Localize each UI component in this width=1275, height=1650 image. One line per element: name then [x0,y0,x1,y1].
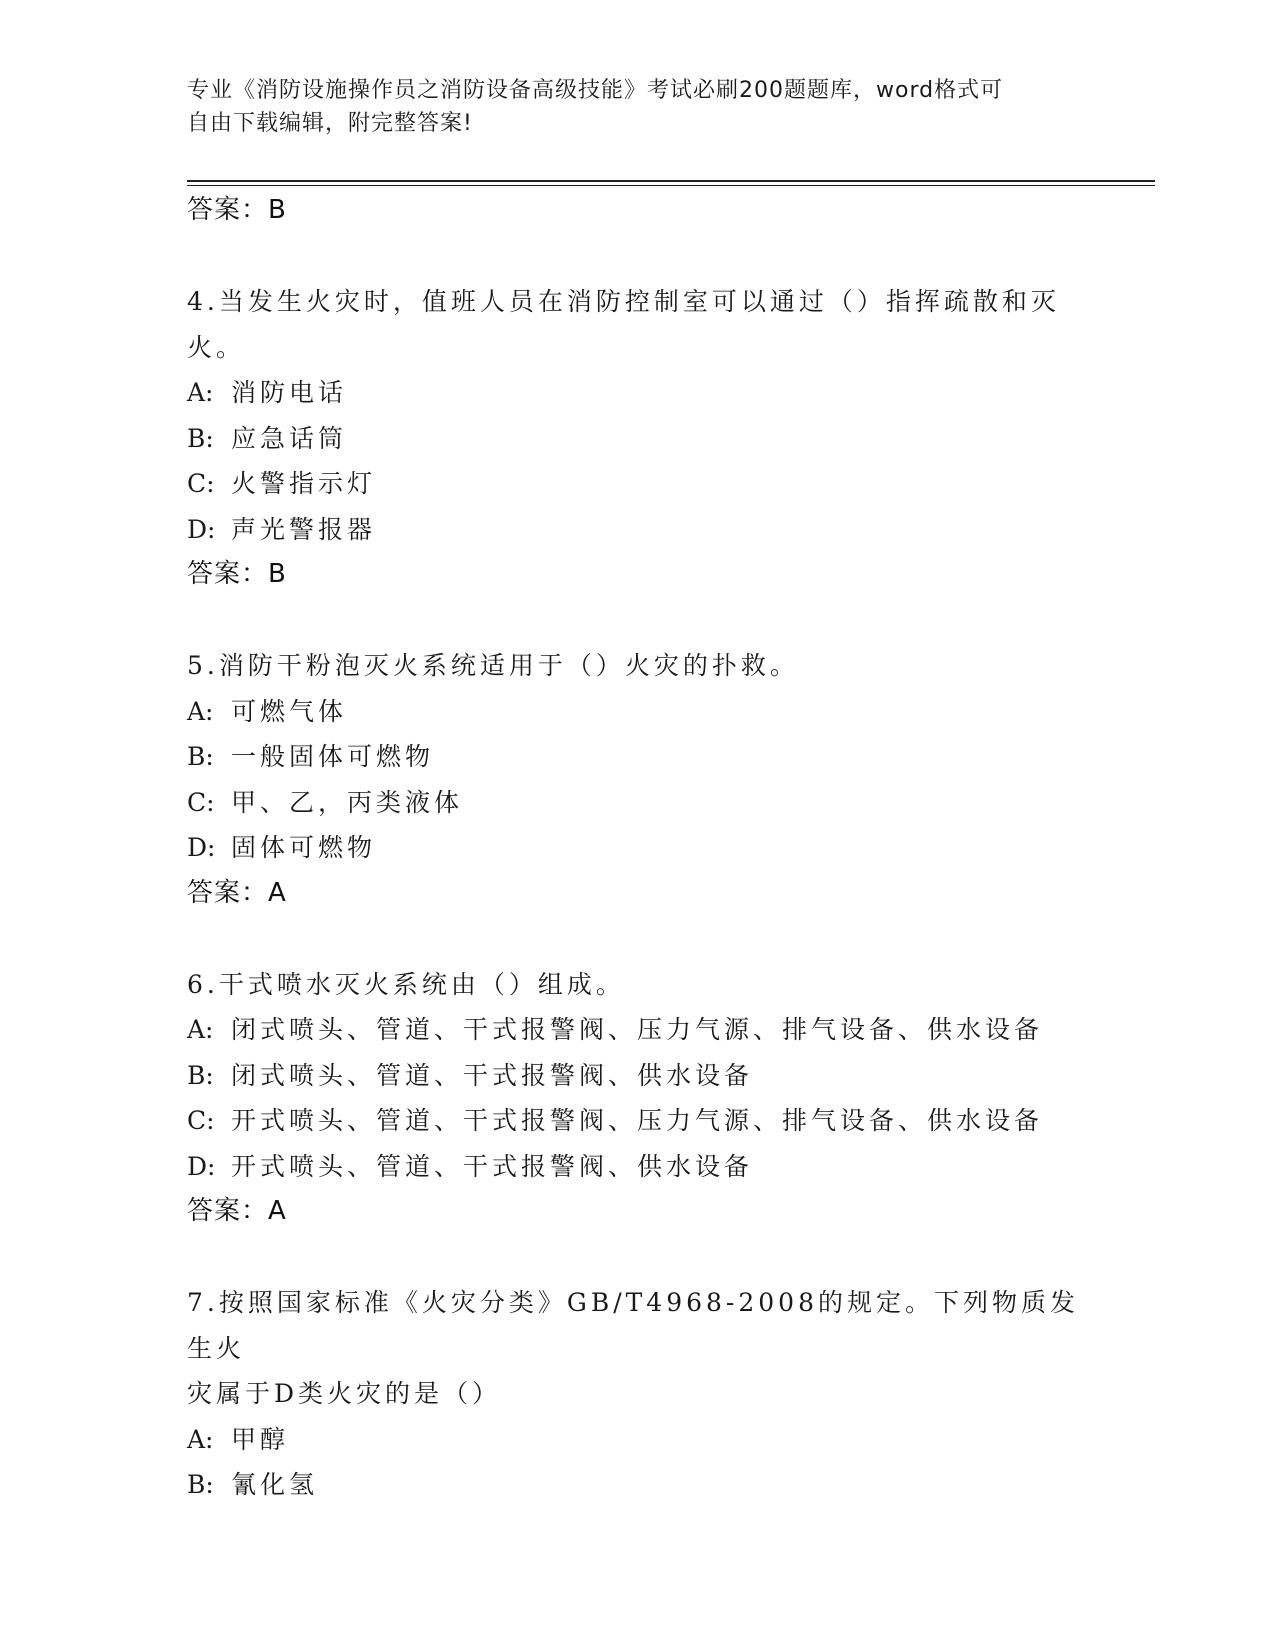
option-key: D: [187,1151,216,1181]
header-line-1: 专业《消防设施操作员之消防设备高级技能》考试必刷200题题库，word格式可 [187,78,1004,103]
question-stem: 6.干式喷水灭火系统由（）组成。 [187,969,625,999]
option-text: 固体可燃物 [231,833,377,862]
spacer [187,916,1087,962]
option-text: 闭式喷头、管道、干式报警阀、供水设备 [231,1060,754,1090]
question-block [187,1280,1087,1508]
answer-line: 答案：B [187,195,287,225]
option-key: B: [187,742,214,771]
header-line-2: 自由下载编辑，附完整答案! [187,111,473,136]
option-c [187,461,1087,507]
option-d [187,1144,1087,1190]
option-key: C: [187,1106,215,1135]
option-text: 开式喷头、管道、干式报警阀、压力气源、排气设备、供水设备 [231,1106,1044,1135]
question-stem-continued: 灾属于D类火灾的是（） [187,1379,502,1408]
option-key: B: [187,1470,214,1499]
option-key: A: [187,696,214,726]
answer-line: 答案：A [187,1196,287,1226]
spacer [187,234,1087,280]
option-c [187,1098,1087,1144]
header-divider-thick [187,180,1155,182]
option-a [187,1417,1087,1463]
option-b [187,1053,1087,1099]
answer-line: 答案：A [187,877,287,908]
question-block [187,643,1087,916]
option-b [187,1462,1087,1508]
option-text: 氰化氢 [231,1470,319,1499]
option-text: 火警指示灯 [231,469,377,498]
question-list [187,188,1087,1508]
option-d [187,507,1087,553]
option-key: B: [187,1060,214,1090]
option-key: B: [187,423,214,453]
option-a [187,1007,1087,1053]
option-text: 甲、乙，丙类液体 [231,787,464,817]
option-key: C: [187,787,215,817]
option-text: 声光警报器 [231,514,377,544]
option-a [187,689,1087,735]
option-key: A: [187,1015,214,1044]
question-block [187,279,1087,598]
option-text: 甲醇 [231,1424,290,1454]
option-key: A: [187,1424,214,1454]
question-stem-continued: 火。 [187,332,246,362]
option-d [187,825,1087,871]
option-key: A: [187,378,214,407]
question-stem: 4.当发生火灾时，值班人员在消防控制室可以通过（）指挥疏散和灭 [187,287,1060,316]
option-a [187,370,1087,416]
answer-line: 答案：B [187,559,287,589]
option-text: 开式喷头、管道、干式报警阀、供水设备 [231,1151,754,1181]
spacer [187,598,1087,644]
option-key: C: [187,469,215,498]
option-text: 消防电话 [231,378,348,407]
option-c [187,780,1087,826]
question-stem: 7.按照国家标准《火灾分类》GB/T4968-2008的规定。下列物质发生火 [187,1288,1079,1363]
question-block [187,962,1087,1235]
option-text: 一般固体可燃物 [231,742,435,771]
spacer [187,1235,1087,1281]
header-divider-thin [187,185,1155,186]
document-header [187,74,1067,140]
option-text: 闭式喷头、管道、干式报警阀、压力气源、排气设备、供水设备 [231,1015,1044,1044]
option-text: 应急话筒 [231,423,348,453]
option-text: 可燃气体 [231,696,348,726]
option-b [187,416,1087,462]
option-b [187,734,1087,780]
question-stem: 5.消防干粉泡灭火系统适用于（）火灾的扑救。 [187,651,799,680]
option-key: D: [187,833,216,862]
option-key: D: [187,514,216,544]
